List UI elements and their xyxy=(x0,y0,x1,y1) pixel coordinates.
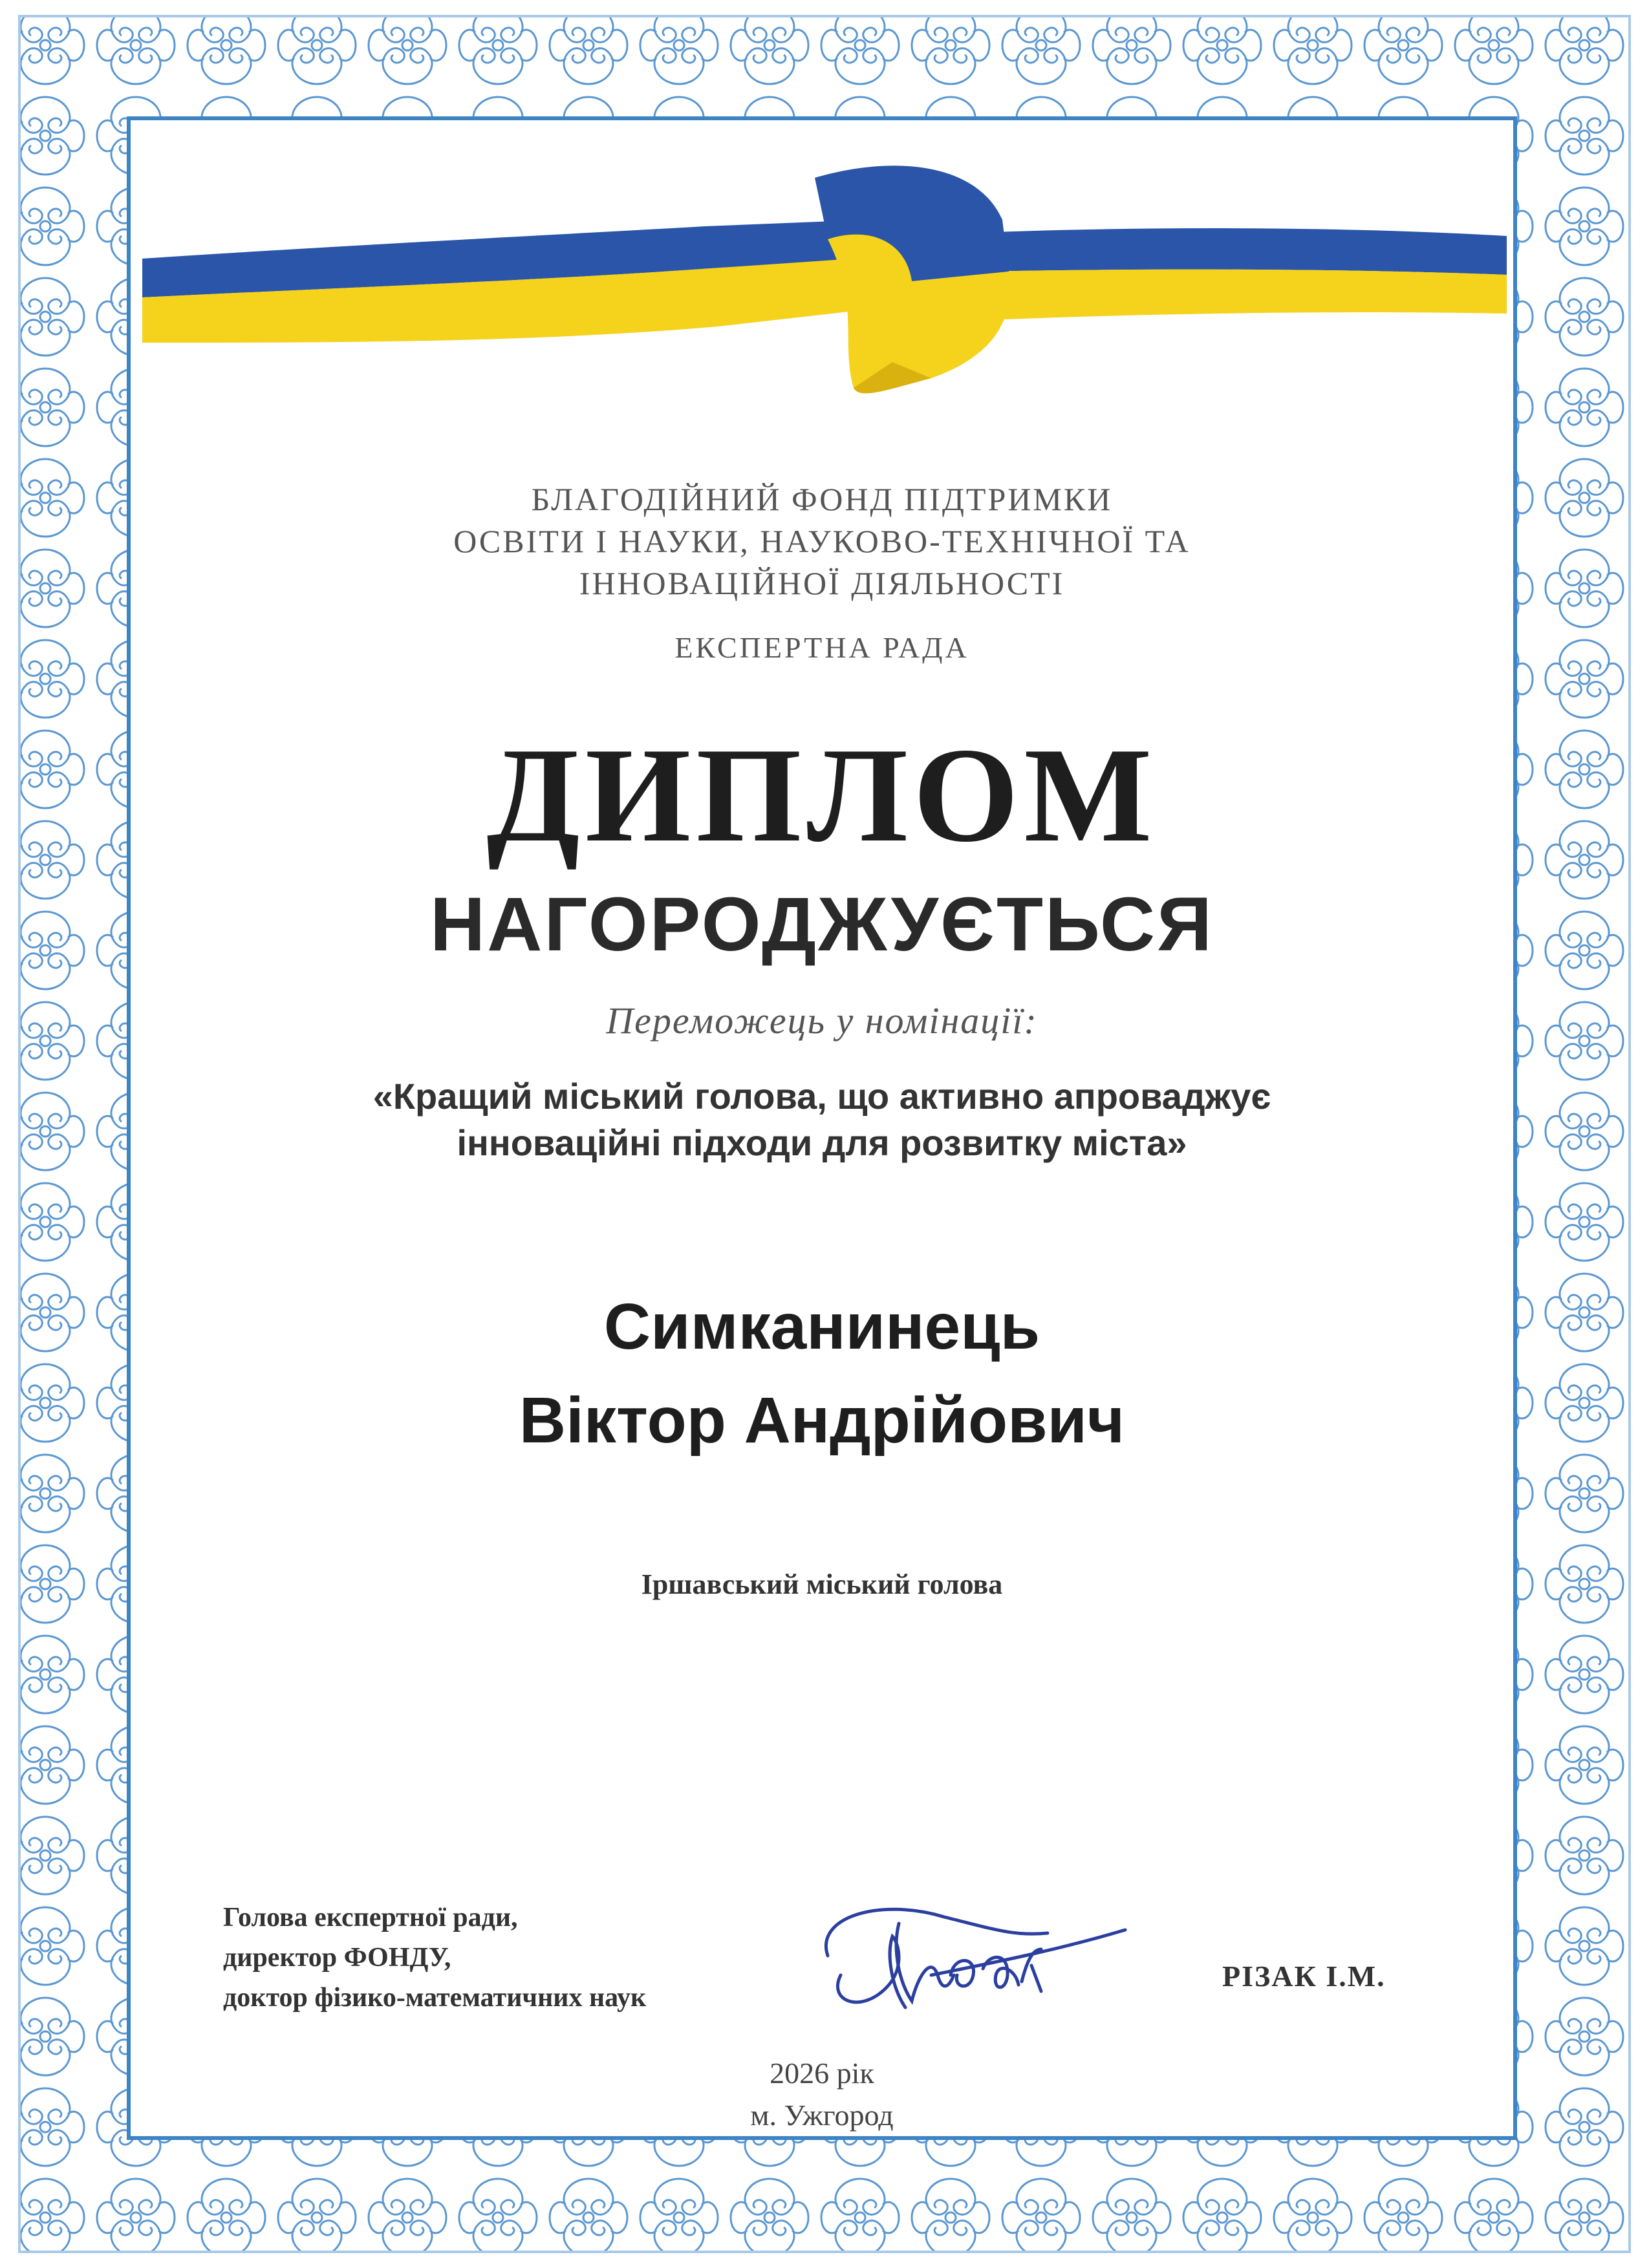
signer-line: Голова експертної ради, xyxy=(223,1903,518,1932)
handwritten-signature-icon xyxy=(802,1878,1138,2040)
ukrainian-flag-ribbon-icon xyxy=(142,149,1507,420)
org-line: БЛАГОДІЙНИЙ ФОНД ПІДТРИМКИ xyxy=(531,481,1113,517)
awarded-heading: НАГОРОДЖУЄТЬСЯ xyxy=(430,882,1214,967)
nomination-line: «Кращий міський голова, що активно апроваджує xyxy=(372,1076,1271,1117)
signer-line: директор ФОНДУ, xyxy=(223,1943,451,1973)
nomination-text xyxy=(127,1073,1517,1166)
issue-city: м. Ужгород xyxy=(750,2099,894,2132)
issue-year: 2026 рік xyxy=(770,2057,874,2090)
signer-title xyxy=(223,1898,805,2018)
recipient-position: Іршавський міський голова xyxy=(641,1568,1003,1600)
diploma-title: ДИПЛОМ xyxy=(486,720,1158,870)
council-name: ЕКСПЕРТНА РАДА xyxy=(674,631,969,664)
organization-name xyxy=(127,478,1517,604)
recipient-name xyxy=(127,1280,1517,1468)
signer-name: РІЗАК І.М. xyxy=(1222,1960,1386,1993)
recipient-given-name: Віктор Андрійович xyxy=(519,1384,1125,1457)
nomination-line: інноваційні підходи для розвитку міста» xyxy=(457,1122,1187,1163)
org-line: ІННОВАЦІЙНОЇ ДІЯЛЬНОСТІ xyxy=(579,565,1065,601)
nomination-label: Переможець у номінації: xyxy=(606,1000,1038,1042)
recipient-surname: Симканинець xyxy=(603,1290,1040,1363)
signer-line: доктор фізико-математичних наук xyxy=(223,1983,647,2013)
org-line: ОСВІТИ І НАУКИ, НАУКОВО-ТЕХНІЧНОЇ ТА xyxy=(453,523,1191,559)
